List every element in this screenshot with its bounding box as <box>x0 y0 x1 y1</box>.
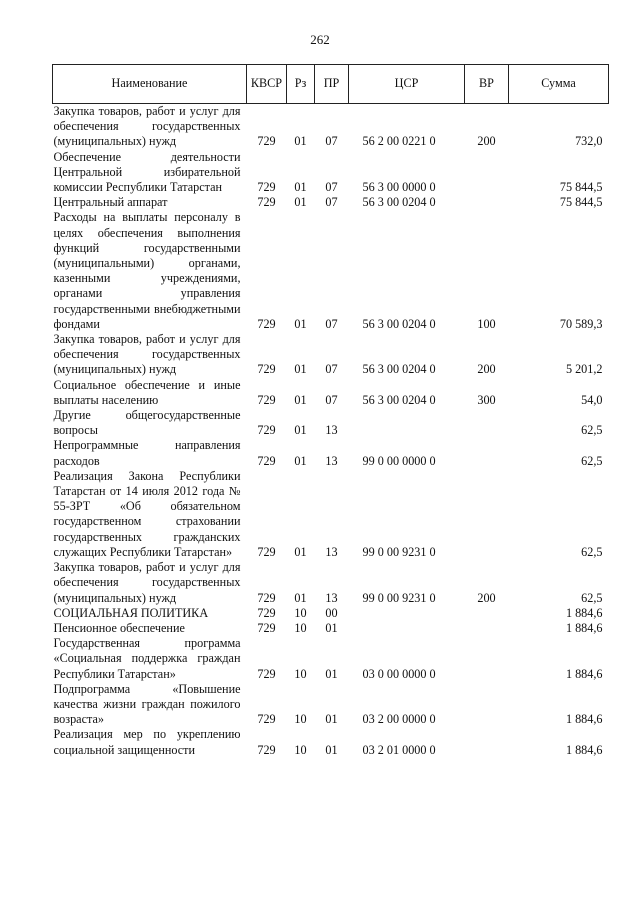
cell-csr: 56 2 00 0221 0 <box>362 134 436 149</box>
cell-kvsr: 729 <box>257 195 276 210</box>
cell-vr: 100 <box>477 316 496 331</box>
cell-kvsr: 729 <box>257 453 276 468</box>
cell-sum: 75 844,5 <box>559 180 603 195</box>
cell-name: Закупка товаров, работ и услуг для обеспечения государственных (муниципальных) нужд <box>53 560 241 605</box>
table-row <box>53 332 609 378</box>
cell-kvsr: 729 <box>257 712 276 727</box>
cell-csr: 99 0 00 9231 0 <box>362 544 436 559</box>
cell-pr: 07 <box>325 195 338 210</box>
cell-kvsr: 729 <box>257 620 276 635</box>
cell-csr: 56 3 00 0204 0 <box>362 392 436 407</box>
cell-kvsr: 729 <box>257 316 276 331</box>
table-row <box>53 195 609 210</box>
cell-rz: 10 <box>294 620 307 635</box>
cell-name: СОЦИАЛЬНАЯ ПОЛИТИКА <box>53 605 209 620</box>
cell-vr <box>465 621 509 636</box>
cell-rz: 01 <box>294 453 307 468</box>
table-row <box>53 469 609 560</box>
cell-name: Закупка товаров, работ и услуг для обеспечения государственных (муниципальных) нужд <box>53 332 241 377</box>
cell-pr: 01 <box>325 620 338 635</box>
cell-vr <box>465 150 509 196</box>
header-rz: Рз <box>287 65 315 104</box>
cell-kvsr: 729 <box>257 392 276 407</box>
cell-kvsr: 729 <box>257 134 276 149</box>
table-row <box>53 560 609 606</box>
table-row <box>53 621 609 636</box>
cell-pr: 13 <box>325 590 338 605</box>
cell-sum: 62,5 <box>581 590 603 605</box>
cell-vr <box>465 727 509 757</box>
cell-name: Закупка товаров, работ и услуг для обеспечения государственных (муниципальных) нужд <box>53 104 241 149</box>
cell-csr: 99 0 00 9231 0 <box>362 590 436 605</box>
cell-pr: 01 <box>325 742 338 757</box>
cell-rz: 01 <box>294 544 307 559</box>
cell-sum: 62,5 <box>581 423 603 438</box>
cell-rz: 01 <box>294 392 307 407</box>
header-kvsr: КВСР <box>247 65 287 104</box>
cell-sum: 1 884,6 <box>565 666 603 681</box>
cell-vr <box>465 408 509 438</box>
cell-rz: 01 <box>294 590 307 605</box>
header-vr: ВР <box>465 65 509 104</box>
cell-name: Обеспечение деятельности Центральной избирательной комиссии Республики Татарстан <box>53 149 241 195</box>
cell-rz: 01 <box>294 362 307 377</box>
header-name: Наименование <box>53 65 247 104</box>
cell-pr: 01 <box>325 712 338 727</box>
cell-name: Реализация мер по укреплению социальной защищенности <box>53 727 241 757</box>
table-header-row <box>53 65 609 104</box>
cell-vr: 200 <box>477 590 496 605</box>
cell-csr <box>349 606 465 621</box>
table-row <box>53 104 609 150</box>
cell-csr <box>349 408 465 438</box>
cell-rz: 10 <box>294 605 307 620</box>
cell-name: Другие общегосударственные вопросы <box>53 408 241 438</box>
cell-kvsr: 729 <box>257 362 276 377</box>
cell-sum: 5 201,2 <box>565 362 603 377</box>
cell-pr: 07 <box>325 180 338 195</box>
cell-sum: 1 884,6 <box>565 605 603 620</box>
cell-rz: 01 <box>294 423 307 438</box>
cell-pr: 07 <box>325 392 338 407</box>
cell-pr: 13 <box>325 453 338 468</box>
cell-vr: 300 <box>477 392 496 407</box>
cell-csr: 56 3 00 0204 0 <box>362 316 436 331</box>
cell-vr <box>465 682 509 728</box>
cell-kvsr: 729 <box>257 180 276 195</box>
cell-csr: 56 3 00 0204 0 <box>362 195 436 210</box>
page-number: 262 <box>310 32 330 47</box>
table-row <box>53 210 609 332</box>
cell-csr: 03 0 00 0000 0 <box>362 666 436 681</box>
cell-vr: 200 <box>477 134 496 149</box>
table-row <box>53 682 609 728</box>
cell-pr: 13 <box>325 544 338 559</box>
cell-sum: 1 884,6 <box>565 742 603 757</box>
cell-sum: 75 844,5 <box>559 195 603 210</box>
cell-name: Реализация Закона Республики Татарстан от 14 июля 2012 года № 55-ЗРТ «Об обязательном государственном страховании государственных гражданских служащих Республики Татарстан» <box>53 468 241 559</box>
cell-name: Государственная программа «Социальная поддержка граждан Республики Татарстан» <box>53 636 241 681</box>
table-row <box>53 727 609 757</box>
table-row <box>53 636 609 682</box>
cell-sum: 1 884,6 <box>565 712 603 727</box>
cell-kvsr: 729 <box>257 544 276 559</box>
cell-sum: 54,0 <box>581 392 603 407</box>
cell-rz: 01 <box>294 195 307 210</box>
cell-kvsr: 729 <box>257 423 276 438</box>
cell-name: Расходы на выплаты персоналу в целях обеспечения выполнения функций государственными (муниципальными) органами, казенными учреждениями, органами управления государственными внебюджетными фондами <box>53 210 241 331</box>
cell-sum: 62,5 <box>581 544 603 559</box>
cell-pr: 13 <box>325 423 338 438</box>
cell-vr: 200 <box>477 362 496 377</box>
cell-vr <box>465 606 509 621</box>
cell-csr: 56 3 00 0204 0 <box>362 362 436 377</box>
cell-name: Социальное обеспечение и иные выплаты населению <box>53 377 241 407</box>
table-row <box>53 606 609 621</box>
cell-kvsr: 729 <box>257 590 276 605</box>
cell-vr <box>465 636 509 682</box>
cell-pr: 01 <box>325 666 338 681</box>
cell-pr: 07 <box>325 316 338 331</box>
cell-name: Центральный аппарат <box>53 195 168 210</box>
cell-kvsr: 729 <box>257 605 276 620</box>
cell-sum: 732,0 <box>575 134 603 149</box>
cell-csr: 03 2 01 0000 0 <box>362 742 436 757</box>
cell-csr <box>349 621 465 636</box>
cell-sum: 70 589,3 <box>559 316 603 331</box>
cell-csr: 03 2 00 0000 0 <box>362 712 436 727</box>
table-row <box>53 408 609 438</box>
cell-name: Подпрограмма «Повышение качества жизни граждан пожилого возраста» <box>53 681 241 727</box>
cell-pr: 07 <box>325 134 338 149</box>
cell-rz: 01 <box>294 316 307 331</box>
cell-rz: 10 <box>294 742 307 757</box>
cell-rz: 01 <box>294 180 307 195</box>
header-csr: ЦСР <box>349 65 465 104</box>
cell-rz: 10 <box>294 712 307 727</box>
cell-sum: 62,5 <box>581 453 603 468</box>
table-row <box>53 378 609 408</box>
table-row <box>53 438 609 468</box>
cell-kvsr: 729 <box>257 742 276 757</box>
cell-pr: 00 <box>325 605 338 620</box>
cell-vr <box>465 438 509 468</box>
cell-name: Пенсионное обеспечение <box>53 620 185 635</box>
cell-rz: 10 <box>294 666 307 681</box>
cell-csr: 99 0 00 0000 0 <box>362 453 436 468</box>
cell-sum: 1 884,6 <box>565 620 603 635</box>
cell-name: Непрограммные направления расходов <box>53 438 241 468</box>
cell-rz: 01 <box>294 134 307 149</box>
table-row <box>53 150 609 196</box>
cell-pr: 07 <box>325 362 338 377</box>
cell-vr <box>465 195 509 210</box>
budget-table <box>52 64 609 758</box>
cell-csr: 56 3 00 0000 0 <box>362 180 436 195</box>
header-sum: Сумма <box>509 65 609 104</box>
cell-vr <box>465 469 509 560</box>
cell-kvsr: 729 <box>257 666 276 681</box>
header-pr: ПР <box>315 65 349 104</box>
